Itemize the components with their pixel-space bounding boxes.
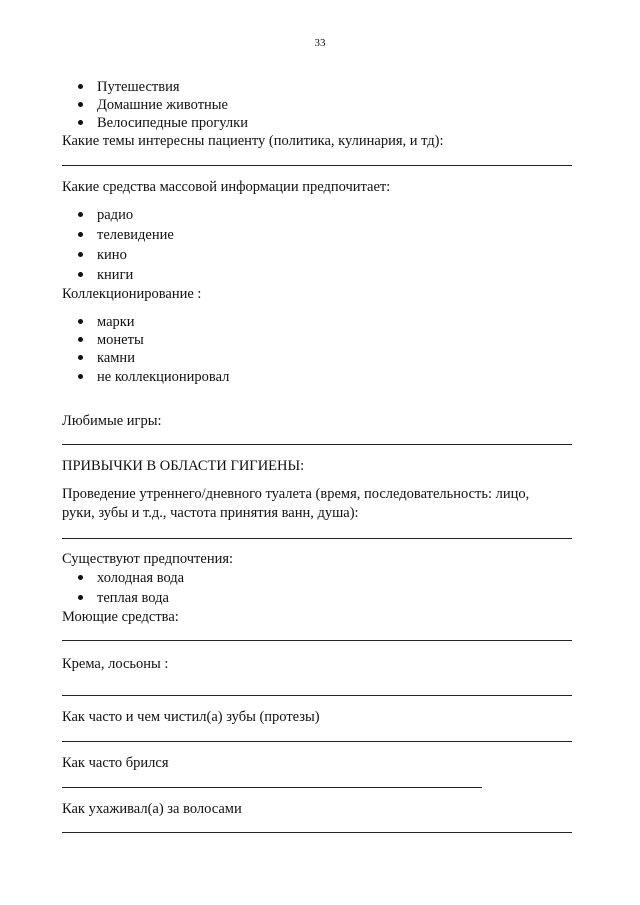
shave-question: Как часто брился: [62, 755, 169, 771]
games-label: Любимые игры:: [62, 413, 162, 429]
preferences-label: Существуют предпочтения:: [62, 551, 234, 567]
list-item: книги: [78, 266, 133, 284]
bullet-icon: [78, 374, 83, 379]
bullet-icon: [78, 337, 83, 342]
collecting-label: Коллекционирование :: [62, 286, 202, 302]
topics-question: Какие темы интересны пациенту (политика, кулинария, и тд):: [62, 133, 444, 149]
media-question: Какие средства массовой информации предпочитает:: [62, 179, 391, 195]
answer-line-toilet[interactable]: [62, 538, 572, 539]
list-item: не коллекционировал: [78, 368, 229, 386]
bullet-icon: [78, 212, 83, 217]
hygiene-heading: ПРИВЫЧКИ В ОБЛАСТИ ГИГИЕНЫ:: [62, 458, 305, 474]
list-item: Велосипедные прогулки: [78, 114, 248, 132]
list-item: монеты: [78, 331, 144, 349]
answer-line-hair[interactable]: [62, 832, 572, 833]
bullet-icon: [78, 102, 83, 107]
list-item: Путешествия: [78, 78, 180, 96]
answer-line-games[interactable]: [62, 444, 572, 445]
teeth-question: Как часто и чем чистил(а) зубы (протезы): [62, 709, 320, 725]
list-item: теплая вода: [78, 589, 169, 607]
bullet-icon: [78, 252, 83, 257]
toilet-question-line2: руки, зубы и т.д., частота принятия ванн, душа):: [62, 505, 359, 521]
bullet-icon: [78, 232, 83, 237]
answer-line-teeth[interactable]: [62, 741, 572, 742]
answer-line-detergents[interactable]: [62, 640, 572, 641]
page-number: 33: [314, 37, 326, 49]
bullet-icon: [78, 84, 83, 89]
list-item: холодная вода: [78, 569, 184, 587]
answer-line-shave[interactable]: [62, 787, 482, 788]
answer-line-topics[interactable]: [62, 165, 572, 166]
hair-question: Как ухаживал(а) за волосами: [62, 801, 242, 817]
bullet-icon: [78, 355, 83, 360]
bullet-icon: [78, 272, 83, 277]
list-item: телевидение: [78, 226, 174, 244]
creams-label: Крема, лосьоны :: [62, 656, 169, 672]
bullet-icon: [78, 120, 83, 125]
answer-line-creams[interactable]: [62, 695, 572, 696]
list-item: кино: [78, 246, 127, 264]
toilet-question-line1: Проведение утреннего/дневного туалета (время, последовательность: лицо,: [62, 486, 530, 502]
list-item: камни: [78, 349, 135, 367]
bullet-icon: [78, 575, 83, 580]
bullet-icon: [78, 319, 83, 324]
list-item: радио: [78, 206, 133, 224]
bullet-icon: [78, 595, 83, 600]
list-item: Домашние животные: [78, 96, 228, 114]
detergents-label: Моющие средства:: [62, 609, 179, 625]
list-item: марки: [78, 313, 135, 331]
